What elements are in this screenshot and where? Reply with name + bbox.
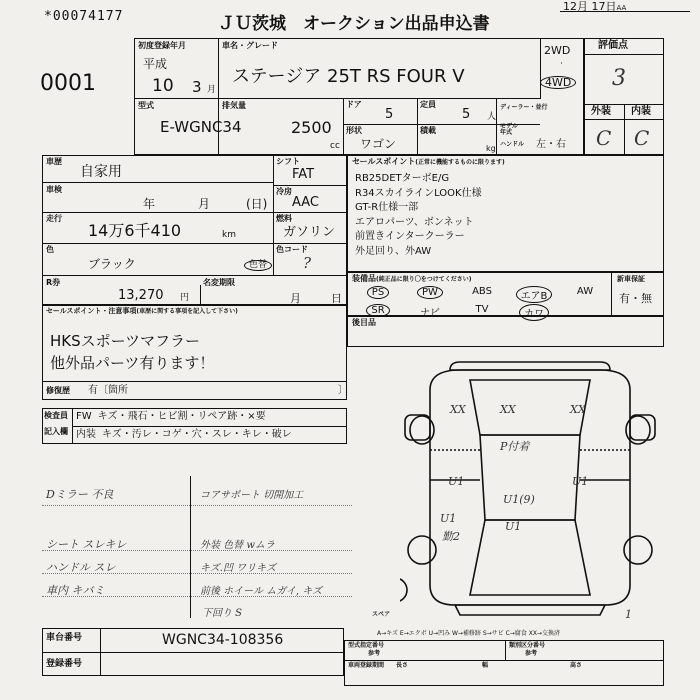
type-label: 型式指定番号 xyxy=(348,642,385,649)
registration-month-unit: 月 xyxy=(207,85,217,95)
inspector-label-1: 検査員 xyxy=(44,411,68,420)
displacement-label: 排気量 xyxy=(222,101,246,110)
equipment-item-tv: TV xyxy=(475,304,489,315)
interior-value: C xyxy=(634,126,650,150)
new-car-warranty-label: 新車保証 xyxy=(617,275,645,283)
equipment-item-pw: PW xyxy=(404,286,456,303)
aircon-label: 冷房 xyxy=(276,187,292,196)
car-trunk xyxy=(470,520,590,595)
drive-4wd xyxy=(540,76,576,89)
class-label: 類別区分番号 xyxy=(509,642,546,649)
fuel-value: ガソリン xyxy=(283,225,336,240)
color-code-label: 色コード xyxy=(276,245,308,254)
equipment-item-aw: AW xyxy=(576,286,594,297)
vehicle-info-block xyxy=(134,38,584,155)
sales-point-item: R34スカイラインLOOK仕様 xyxy=(355,187,482,199)
name-change-month: 月 xyxy=(290,292,301,305)
history-label: 車歴 xyxy=(46,157,62,166)
wheel-rear-left xyxy=(408,536,436,564)
mileage-unit: km xyxy=(222,230,236,240)
diagram-mark: 勤2 xyxy=(442,530,460,543)
registration-month: 3 xyxy=(192,78,202,96)
remarks-line: 他外品パーツ有ります！ xyxy=(50,354,215,372)
equipment-item-abs: ABS xyxy=(472,286,492,297)
inspection-year-unit: 年 xyxy=(143,197,156,211)
type-ref: 参考 xyxy=(368,650,381,657)
exterior-value: C xyxy=(596,126,612,150)
repair-label: 修復歴 xyxy=(46,386,70,395)
reg-date-label: 車両登録期間 xyxy=(348,662,385,669)
diagram-mark: U1 xyxy=(572,475,589,488)
load-unit: kg xyxy=(486,144,496,153)
interior-label: 内装 xyxy=(631,106,651,117)
color-code-value: ? xyxy=(303,254,312,272)
diagram-mark: XX xyxy=(500,403,516,416)
shift-value: FAT xyxy=(292,167,315,182)
sales-point-item: 前置きインタークーラー xyxy=(355,231,465,242)
drive-4wd-circled: 4WD xyxy=(540,76,576,89)
equipment-item-navi: ナビ xyxy=(420,308,440,319)
interior-items-label: 内装 xyxy=(76,429,96,440)
registration-no-label: 登録番号 xyxy=(46,659,83,669)
inspector-note: 前後 ホイール ムガイ, キズ xyxy=(200,586,323,597)
inspector-note: キズ.凹 ワリキズ xyxy=(200,563,276,574)
equipment-item-leather: カワ xyxy=(508,304,560,321)
wheel-rear-right xyxy=(624,536,652,564)
inspection-day-unit: (日) xyxy=(246,197,268,211)
inspector-notes-left xyxy=(46,486,126,598)
diagram-mark: XX xyxy=(570,403,586,416)
equipment-note: (純正品に限り〇をつけてください) xyxy=(376,276,472,283)
shape-label: 形状 xyxy=(346,126,362,135)
sales-points-list xyxy=(355,172,482,259)
mirror-left xyxy=(405,415,430,440)
date-value: 12月 17日 xyxy=(563,0,617,13)
page-title: ＪＵ茨城 オークション出品申込書 xyxy=(218,14,490,34)
model-value: E-WGNC34 xyxy=(160,118,242,136)
chassis-value: WGNC34-108356 xyxy=(162,632,284,648)
inspector-note: 外装 色替 wムラ xyxy=(200,540,275,551)
remarks-note: (車歴に関する事項を記入して下さい) xyxy=(136,308,238,315)
equipment-item-airbag: エアB xyxy=(508,286,560,303)
new-car-warranty-value: 有・無 xyxy=(619,292,652,305)
sales-point-item: GT-R仕様一部 xyxy=(355,202,419,213)
shape-value: ワゴン xyxy=(360,137,397,151)
length-label: 長さ xyxy=(396,662,409,669)
remarks-lines xyxy=(50,330,214,374)
handle-value: 左・右 xyxy=(536,139,566,150)
color-change-circled: 色替 xyxy=(244,260,272,271)
front-bumper xyxy=(450,362,610,370)
drive-2wd: 2WD xyxy=(544,44,571,57)
dealer-label: ディーラー・並行 xyxy=(500,104,548,111)
recycle-unit: 円 xyxy=(180,293,190,303)
capacity-label: 定員 xyxy=(420,100,436,109)
diagram-mark: U1 xyxy=(505,520,522,533)
registration-label: 初度登録年月 xyxy=(138,41,186,50)
inspector-note: ハンドル スレ xyxy=(46,561,116,574)
rear-items-block xyxy=(347,316,664,347)
equipment-item-ps: PS xyxy=(352,286,404,303)
remarks-line: HKSスポーツマフラー xyxy=(50,332,201,350)
diagram-mark: P付着 xyxy=(500,440,530,453)
registration-era: 平成 xyxy=(143,57,168,71)
remarks-label xyxy=(46,308,238,315)
sales-points-label xyxy=(352,158,505,166)
recycle-label: R券 xyxy=(46,278,61,287)
name-change-label: 名変期限 xyxy=(203,278,235,287)
rating-value: 3 xyxy=(612,66,626,91)
car-name-value: ステージア 25T RS FOUR V xyxy=(232,66,465,87)
repair-end: 〕 xyxy=(338,385,348,396)
drive-dot: · xyxy=(560,59,563,69)
inspector-note: 下回り S xyxy=(202,608,243,619)
inspector-note: 車内 キバミ xyxy=(46,584,105,597)
inspector-note: コアサポート 切開加工 xyxy=(200,490,304,501)
sales-point-item: RB25DETターボE/G xyxy=(355,173,450,184)
color-label: 色 xyxy=(46,245,54,254)
diagram-mark: 1 xyxy=(625,608,632,620)
interior-items xyxy=(76,430,292,440)
color-value: ブラック xyxy=(88,257,136,271)
inspector-label-2: 記入欄 xyxy=(44,427,68,436)
shift-label: シフト xyxy=(276,157,300,166)
equipment-title: 装備品 xyxy=(352,274,376,283)
mirror-right xyxy=(630,415,655,440)
chassis-label: 車台番号 xyxy=(46,633,83,643)
car-roof xyxy=(480,435,580,520)
mileage-label: 走行 xyxy=(46,214,62,223)
sales-points-note: (正常に機能するものに限ります) xyxy=(415,159,505,166)
height-label: 高さ xyxy=(570,662,583,669)
sales-point-item: エアロパーツ、ボンネット xyxy=(355,216,474,228)
serial-number: *00074177 xyxy=(44,9,124,24)
doors-value: 5 xyxy=(385,107,394,122)
color-change xyxy=(244,260,272,271)
displacement-unit: cc xyxy=(330,141,340,151)
equipment-label xyxy=(352,275,472,283)
repair-value: 有〔箇所 xyxy=(88,385,128,396)
fw-text: キズ・飛石・ヒビ割・リペア跡・×要 xyxy=(97,411,266,422)
rear-bumper xyxy=(455,605,605,615)
rating-label: 評価点 xyxy=(598,40,628,51)
car-name-label: 車名・グレード xyxy=(222,41,278,50)
inspector-note: Dミラー 不良 xyxy=(46,488,114,501)
footer-spec-block xyxy=(344,640,664,686)
remarks-title: セールスポイント・注意事項 xyxy=(46,307,137,315)
registration-year: 10 xyxy=(152,76,174,96)
capacity-unit: 人 xyxy=(487,112,497,122)
doors-label: ドア xyxy=(346,100,362,109)
lot-number-box xyxy=(28,42,130,154)
displacement-value: 2500 xyxy=(291,118,332,137)
load-label: 積載 xyxy=(420,126,436,135)
aircon-value: AAC xyxy=(292,195,319,210)
fuel-label: 燃料 xyxy=(276,214,292,223)
diagram-mark: U1 xyxy=(440,512,457,525)
inspection-month-unit: 月 xyxy=(198,197,211,211)
history-value: 自家用 xyxy=(80,164,122,180)
width-label: 幅 xyxy=(482,662,489,669)
sales-point-item: 外足回り、外AW xyxy=(355,245,432,257)
diagram-mark: U1(9) xyxy=(503,493,535,506)
fw-items xyxy=(76,412,266,422)
spare-wheel xyxy=(400,578,407,602)
sales-points-title: セールスポイント xyxy=(352,157,416,166)
name-change-day: 日 xyxy=(331,292,342,305)
exterior-label: 外装 xyxy=(591,106,611,117)
rear-items-label: 後目品 xyxy=(352,318,376,327)
handle-label: ハンドル xyxy=(500,141,525,148)
class-ref: 参考 xyxy=(525,650,538,657)
lot-number: 0001 xyxy=(40,71,96,96)
fw-label: FW xyxy=(76,411,92,422)
inspection-label: 車検 xyxy=(46,185,62,194)
capacity-value: 5 xyxy=(462,107,471,122)
damage-legend: A→キズ E→エクボ U→凹み W→補修跡 S→サビ C→腐食 XX→交換済 xyxy=(377,630,560,637)
recycle-value: 13,270 xyxy=(118,288,164,303)
diagram-mark: XX xyxy=(450,403,466,416)
equipment-item-sr: SR xyxy=(352,304,404,321)
spare-label: スペア xyxy=(372,611,391,618)
diagram-mark: U1 xyxy=(448,475,465,488)
mileage-value: 14万6千410 xyxy=(88,221,182,240)
model-label: 型式 xyxy=(138,101,154,110)
inspector-note: シート スレキレ xyxy=(46,538,127,551)
car-diagram xyxy=(400,360,660,620)
model-year-label: モデル 年式 xyxy=(500,123,518,136)
date-suffix: AA xyxy=(616,4,627,12)
interior-items-text: キズ・汚レ・コゲ・穴・スレ・キレ・破レ xyxy=(102,429,292,440)
